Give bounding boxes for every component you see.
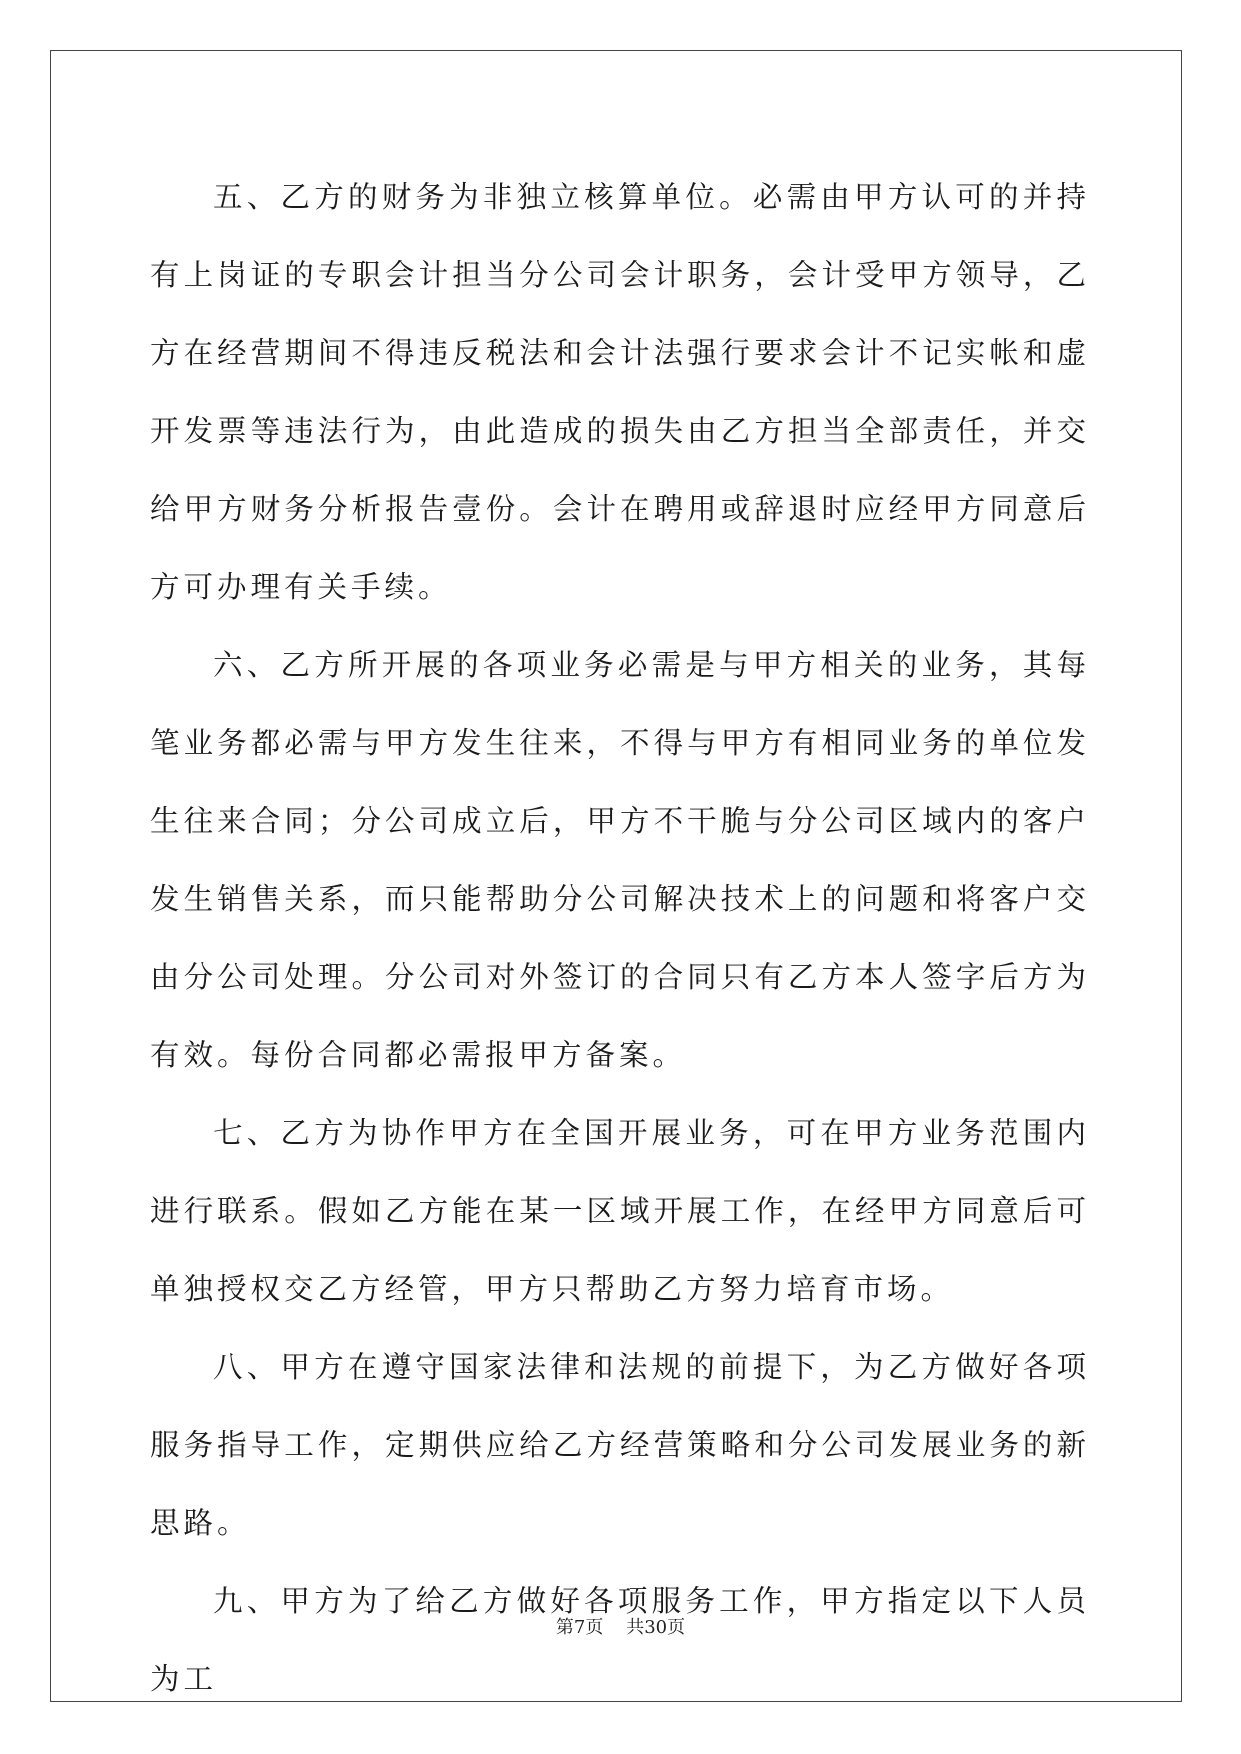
paragraph-9: 九、甲方为了给乙方做好各项服务工作，甲方指定以下人员为工 bbox=[150, 1584, 1090, 1696]
footer-spacer bbox=[603, 1617, 626, 1638]
document-body bbox=[150, 158, 1090, 1718]
paragraph-6: 六、乙方所开展的各项业务必需是与甲方相关的业务，其每笔业务都必需与甲方发生往来，不得与甲方有相同业务的单位发生往来合同；分公司成立后，甲方不干脆与分公司区域内的客户发生销售关系，而只能帮助分公司解决技术上的问题和将客户交由分公司处理。分公司对外签订的合同只有乙方本人签字后方为有效。每份合同都必需报甲方备案。 bbox=[150, 648, 1090, 1072]
paragraph-5: 五、乙方的财务为非独立核算单位。必需由甲方认可的并持有上岗证的专职会计担当分公司会计职务，会计受甲方领导，乙方在经营期间不得违反税法和会计法强行要求会计不记实帐和虚开发票等违法行为，由此造成的损失由乙方担当全部责任，并交给甲方财务分析报告壹份。会计在聘用或辞退时应经甲方同意后方可办理有关手续。 bbox=[150, 180, 1090, 604]
page-footer bbox=[0, 1613, 1241, 1639]
paragraph-7: 七、乙方为协作甲方在全国开展业务，可在甲方业务范围内进行联系。假如乙方能在某一区域开展工作，在经甲方同意后可单独授权交乙方经管，甲方只帮助乙方努力培育市场。 bbox=[150, 1116, 1090, 1306]
paragraph-8: 八、甲方在遵守国家法律和法规的前提下，为乙方做好各项服务指导工作，定期供应给乙方经营策略和分公司发展业务的新思路。 bbox=[150, 1350, 1090, 1540]
page-total: 共30页 bbox=[626, 1617, 686, 1638]
page-number: 第7页 bbox=[555, 1617, 604, 1638]
